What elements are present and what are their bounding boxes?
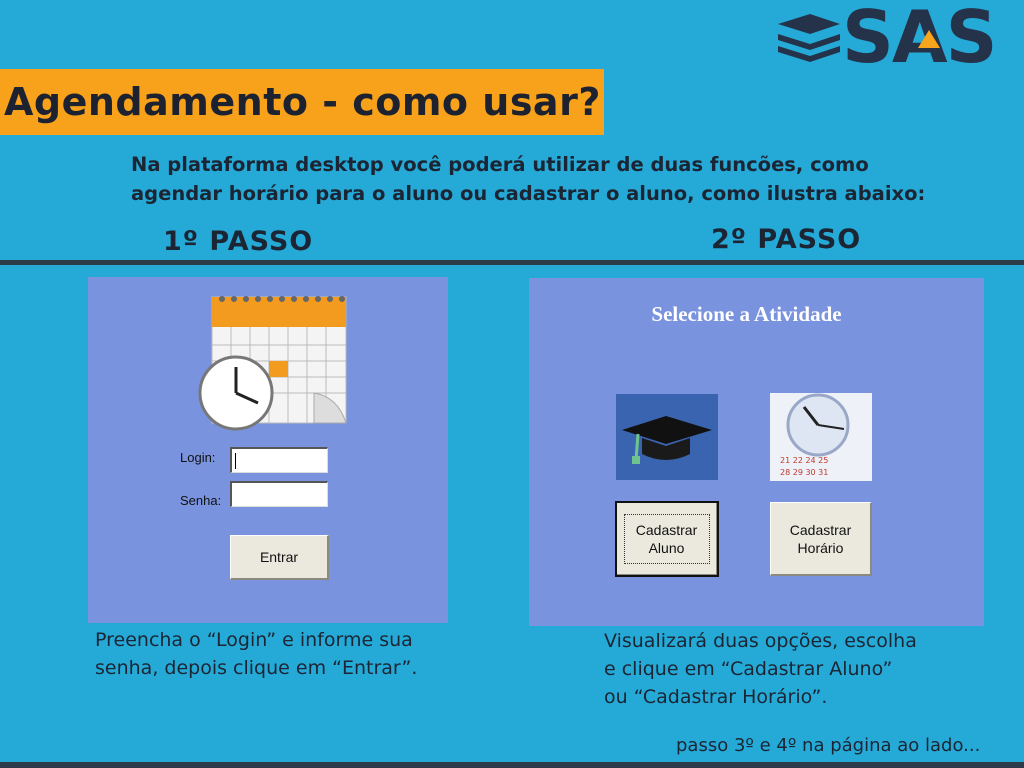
cadastrar-horario-label-2: Horário xyxy=(797,539,844,556)
login-label: Login: xyxy=(180,450,216,465)
cadastrar-horario-button[interactable] xyxy=(770,502,872,576)
intro-line-1: Na plataforma desktop você poderá utilizar de duas funcões, como xyxy=(131,153,869,176)
sas-logo xyxy=(776,0,1024,79)
step-2-caption-line-2: e clique em “Cadastrar Aluno” xyxy=(604,658,893,680)
step-2-caption xyxy=(604,627,964,711)
senha-input[interactable] xyxy=(230,481,328,507)
cadastrar-horario-label-1: Cadastrar xyxy=(789,521,852,538)
step-1-caption xyxy=(95,626,455,682)
brand-name: SAS xyxy=(842,0,996,79)
intro-line-2: agendar horário para o aluno ou cadastrar o aluno, como ilustra abaixo: xyxy=(131,182,926,205)
intro-text xyxy=(131,150,991,208)
logo-accent-triangle xyxy=(918,30,940,48)
footer-note: passo 3º e 4º na página ao lado... xyxy=(676,735,981,756)
senha-label: Senha: xyxy=(180,493,222,508)
cadastrar-aluno-button[interactable] xyxy=(616,502,718,576)
step-2-caption-line-1: Visualizará duas opções, escolha xyxy=(604,630,917,652)
divider-top xyxy=(0,260,1024,265)
login-window xyxy=(88,277,448,623)
login-input[interactable] xyxy=(230,447,328,473)
text-caret xyxy=(235,453,236,469)
divider-bottom xyxy=(0,762,1024,768)
step-1-caption-line-1: Preencha o “Login” e informe sua xyxy=(95,629,413,651)
cadastrar-horario-labels xyxy=(790,521,851,557)
cadastrar-aluno-label-1: Cadastrar xyxy=(635,521,698,538)
step-1-caption-line-2: senha, depois clique em “Entrar”. xyxy=(95,657,418,679)
activity-window-title: Selecione a Atividade xyxy=(651,302,842,326)
activity-window xyxy=(529,278,984,626)
svg-text:28 29 30 31: 28 29 30 31 xyxy=(780,468,829,477)
cadastrar-aluno-label-2: Aluno xyxy=(648,539,685,556)
cadastrar-aluno-focus xyxy=(624,514,710,564)
entrar-button[interactable]: Entrar xyxy=(230,535,329,580)
graduation-cap-icon[interactable] xyxy=(616,394,718,480)
title-banner xyxy=(0,69,604,135)
step-2-title: 2º PASSO xyxy=(711,224,862,255)
calendar-clock-icon[interactable] xyxy=(770,393,872,481)
page-title: Agendamento - como usar? xyxy=(4,80,601,124)
step-2-caption-line-3: ou “Cadastrar Horário”. xyxy=(604,686,828,708)
svg-text:21 22 24 25: 21 22 24 25 xyxy=(780,456,829,465)
calendar-clock-icon xyxy=(198,293,348,431)
step-1-title: 1º PASSO xyxy=(163,226,314,257)
books-icon xyxy=(776,10,842,64)
